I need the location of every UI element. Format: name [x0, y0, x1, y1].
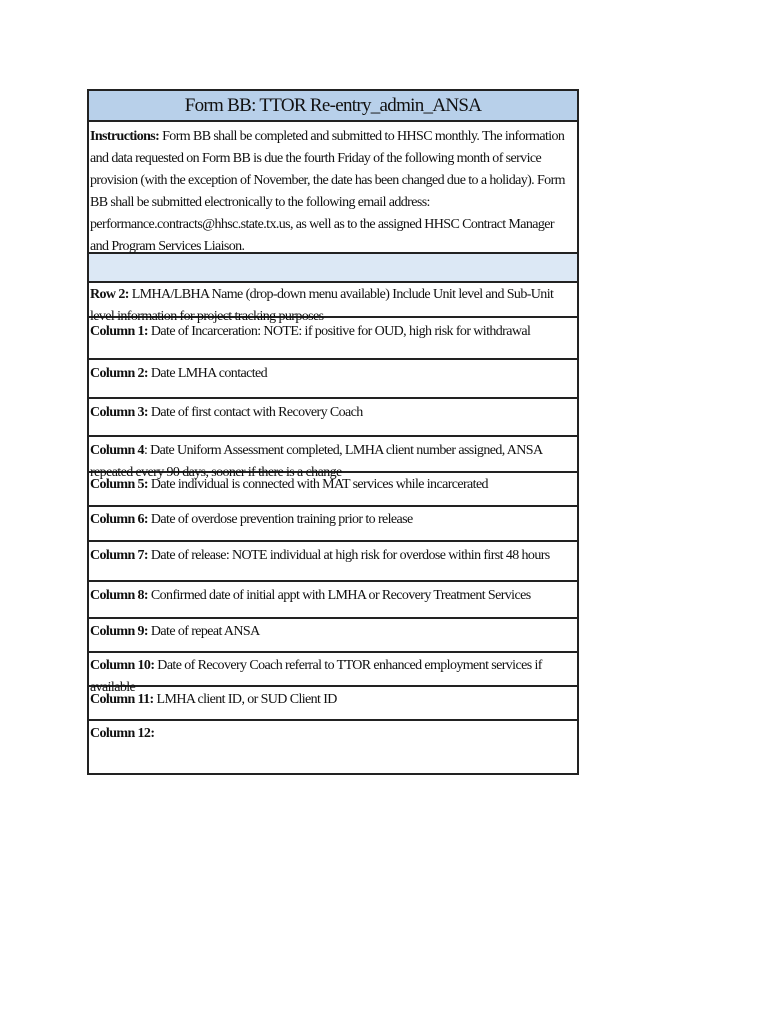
column-12-description: [89, 721, 577, 773]
column-3-description: [89, 399, 577, 437]
row-text: LMHA/LBHA Name (drop-down menu available) Include Unit level and Sub-Unit level information for project tracking purposes: [90, 287, 554, 324]
row-label: Column 6:: [90, 512, 148, 527]
row-label: Column 4: [90, 443, 144, 458]
column-8-description: [89, 582, 577, 619]
row-label: Column 8:: [90, 588, 148, 603]
row-text: Date of release: NOTE individual at high risk for overdose within first 48 hours: [148, 548, 550, 563]
blank-header-row: [89, 254, 577, 283]
column-10-description: [89, 653, 577, 695]
row-text: Date of Recovery Coach referral to TTOR enhanced employment services if available: [90, 658, 542, 695]
row-text: Date LMHA contacted: [148, 366, 268, 381]
row-text: Date of Incarceration: NOTE: if positive for OUD, high risk for withdrawal: [148, 324, 531, 339]
form-bb-table: [87, 89, 579, 775]
column-5-description: [89, 473, 577, 507]
column-2-description: [89, 360, 577, 399]
row-label: Column 12:: [90, 726, 155, 741]
row-label: Column 1:: [90, 324, 148, 339]
row-label: Column 3:: [90, 405, 148, 420]
row-text: : Date Uniform Assessment completed, LMHA client number assigned, ANSA repeated every 90 days, sooner if there is a change: [90, 443, 542, 480]
row-text: Confirmed date of initial appt with LMHA or Recovery Treatment Services: [148, 588, 531, 603]
row-text: LMHA client ID, or SUD Client ID: [153, 692, 337, 707]
row-label: Column 9:: [90, 624, 148, 639]
instructions-text: Form BB shall be completed and submitted to HHSC monthly. The information and data requested on Form BB is due the fourth Friday of the following month of service provision (with the exception of November, the date has been changed due to a holiday). Form BB shall be submitted electronically to the following email address: performance.contracts@hhsc.state.tx.us, as well as to the assigned HHSC Contract Manager and Program Services Liaison.: [90, 129, 565, 254]
row-label: Row 2:: [90, 287, 129, 302]
column-6-description: [89, 507, 577, 542]
instructions-cell: [89, 122, 577, 254]
instructions-label: Instructions:: [90, 129, 160, 144]
row-text: Date of overdose prevention training prior to release: [148, 512, 413, 527]
row-label: Column 2:: [90, 366, 148, 381]
row-label: Column 7:: [90, 548, 148, 563]
form-title: Form BB: TTOR Re-entry_admin_ANSA: [89, 91, 577, 122]
column-11-description: [89, 687, 577, 721]
row-text: Date individual is connected with MAT services while incarcerated: [148, 477, 488, 492]
row-label: Column 11:: [90, 692, 154, 707]
column-4-description: [89, 437, 577, 480]
column-1-description: [89, 318, 577, 360]
column-9-description: [89, 619, 577, 653]
row-text: Date of first contact with Recovery Coach: [148, 405, 363, 420]
row-label: Column 10:: [90, 658, 155, 673]
row-2-description: [89, 283, 577, 324]
row-label: Column 5:: [90, 477, 148, 492]
column-7-description: [89, 542, 577, 582]
row-text: Date of repeat ANSA: [148, 624, 260, 639]
